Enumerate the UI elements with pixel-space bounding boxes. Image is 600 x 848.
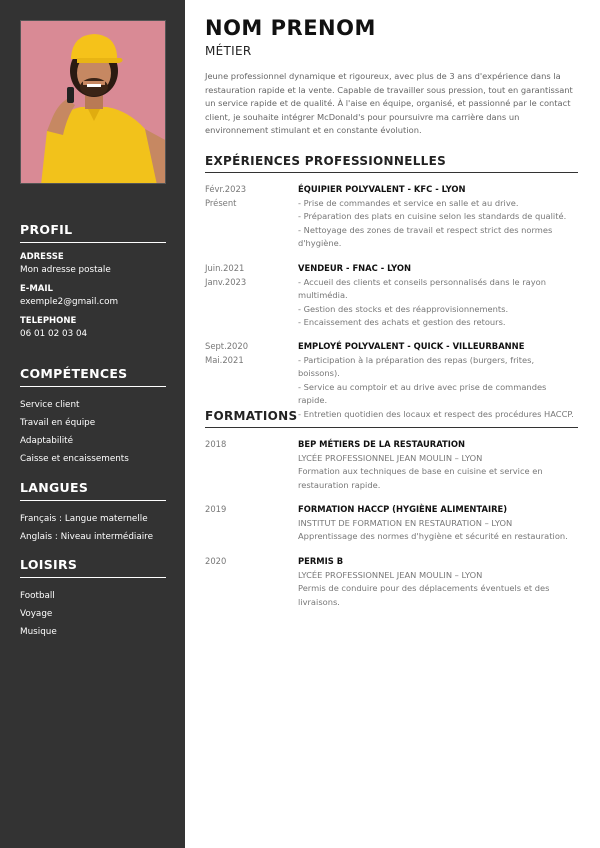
list-item: Caisse et encaissements [20, 454, 129, 464]
email-label: E-MAIL [20, 284, 53, 294]
experience-title: EMPLOYÉ POLYVALENT - QUICK - VILLEURBANNE [298, 341, 525, 351]
formation-year: 2018 [205, 439, 227, 449]
experience-title: VENDEUR - FNAC - LYON [298, 263, 412, 273]
list-item: Voyage [20, 609, 53, 619]
date-end: Janv.2023 [205, 276, 247, 287]
experience-body [298, 262, 578, 330]
formation-body [298, 503, 578, 544]
experience-line: - Entretien quotidien des locaux et respect des procédures HACCP. [298, 408, 574, 419]
experience-line: - Gestion des stocks et des réapprovisionnements. [298, 303, 509, 314]
competences-title: COMPÉTENCES [20, 366, 166, 387]
experience-dates [205, 262, 290, 289]
date-end: Présent [205, 197, 237, 208]
formation-title: BEP MÉTIERS DE LA RESTAURATION [298, 439, 466, 449]
profil-section [20, 222, 166, 348]
list-item: Français : Langue maternelle [20, 514, 148, 524]
list-item: Adaptabilité [20, 436, 74, 446]
sidebar [0, 0, 185, 848]
formation-school: LYCÉE PROFESSIONNEL JEAN MOULIN – LYON [298, 569, 483, 580]
experience-dates [205, 183, 290, 210]
experiences-title: EXPÉRIENCES PROFESSIONNELLES [205, 154, 578, 173]
experience-line: - Accueil des clients et conseils personnalisés dans le rayon multimédia. [298, 276, 546, 301]
loisirs-title: LOISIRS [20, 557, 166, 578]
list-item: Service client [20, 400, 80, 410]
list-item: Musique [20, 627, 57, 637]
langues-title: LANGUES [20, 480, 166, 501]
formation-desc: Apprentissage des normes d'hygiène et sécurité en restauration. [298, 531, 568, 542]
formations-title: FORMATIONS [205, 409, 578, 428]
formation-school: LYCÉE PROFESSIONNEL JEAN MOULIN – LYON [298, 452, 483, 463]
experience-line: - Encaissement des achats et gestion des retours. [298, 317, 506, 328]
formation-desc: Permis de conduire pour des déplacements éventuels et des livraisons. [298, 583, 550, 607]
experience-line: - Service au comptoir et au drive avec prise de commandes rapide. [298, 381, 547, 406]
profile-photo [20, 20, 166, 184]
date-start: Juin.2021 [205, 263, 245, 273]
formation-body [298, 555, 578, 609]
formation-year: 2020 [205, 556, 227, 566]
profil-title: PROFIL [20, 222, 166, 243]
competences-section [20, 366, 166, 468]
profile-summary: Jeune professionnel dynamique et rigoureux, avec plus de 3 ans d'expérience dans la restauration rapide et la vente. Capable de travailler sous pression, tout en garantissant un service rapide et de qualité. À l'aise en équipe, organisé, et passionné par le contact client, je souhaite intégrer McDonald's pour poursuivre ma carrière dans un environnement stimulant et en constante évolution. [205, 71, 573, 136]
experience-line: - Prise de commandes et service en salle et au drive. [298, 197, 519, 208]
email-value[interactable]: exemple2@gmail.com [20, 297, 119, 307]
job-title: MÉTIER [205, 44, 252, 58]
formation-body [298, 438, 578, 492]
experience-title: ÉQUIPIER POLYVALENT - KFC - LYON [298, 184, 466, 194]
list-item: Football [20, 591, 55, 601]
langues-section [20, 480, 166, 546]
experience-line: - Nettoyage des zones de travail et respect strict des normes d'hygiène. [298, 224, 553, 249]
date-start: Févr.2023 [205, 184, 247, 194]
phone-label: TELEPHONE [20, 316, 77, 326]
formation-year: 2019 [205, 504, 227, 514]
date-start: Sept.2020 [205, 341, 249, 351]
formation-desc: Formation aux techniques de base en cuisine et service en restauration rapide. [298, 466, 543, 490]
formation-school: INSTITUT DE FORMATION EN RESTAURATION – LYON [298, 517, 513, 528]
formation-title: FORMATION HACCP (HYGIÈNE ALIMENTAIRE) [298, 504, 508, 514]
phone-value: 06 01 02 03 04 [20, 329, 88, 339]
loisirs-section [20, 557, 166, 641]
experience-line: - Préparation des plats en cuisine selon les standards de qualité. [298, 211, 567, 222]
experience-dates [205, 340, 290, 367]
experience-body [298, 183, 578, 251]
address-value: Mon adresse postale [20, 265, 111, 275]
profile-photo-image [21, 21, 166, 184]
list-item: Travail en équipe [20, 418, 96, 428]
date-end: Mai.2021 [205, 354, 244, 365]
experience-line: - Participation à la préparation des repas (burgers, frites, boissons). [298, 354, 535, 379]
list-item: Anglais : Niveau intermédiaire [20, 532, 154, 542]
address-label: ADRESSE [20, 252, 64, 262]
formation-title: PERMIS B [298, 556, 344, 566]
candidate-name: NOM PRENOM [205, 16, 376, 40]
